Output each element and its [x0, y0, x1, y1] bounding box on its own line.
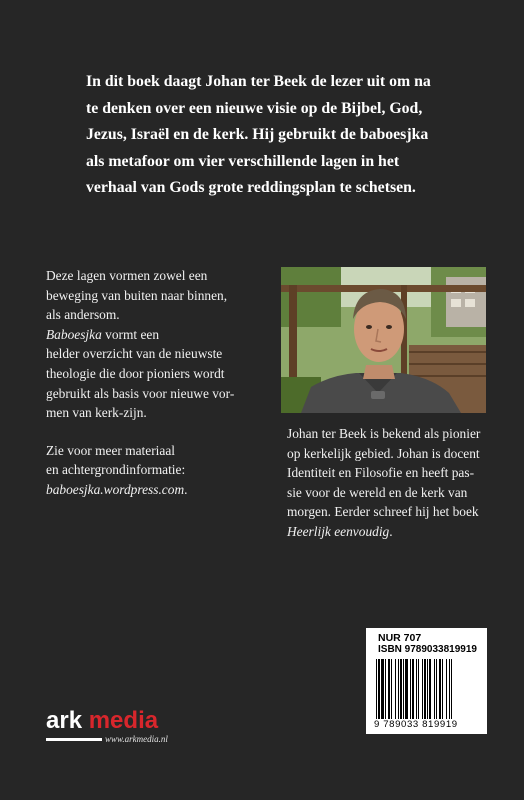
barcode-bar: [418, 659, 419, 719]
logo-media: media: [88, 707, 159, 734]
barcode-bar: [429, 659, 431, 719]
author-bio: [287, 424, 497, 542]
barcode-bar: [381, 659, 384, 719]
book-title-italic: Heerlijk eenvoudig: [287, 523, 390, 539]
text-line: op kerkelijk gebied. Johan is docent: [287, 445, 480, 461]
publisher-logo: [46, 707, 168, 744]
barcode-bar: [449, 659, 450, 719]
text-fragment: .: [389, 523, 393, 539]
barcode-bar: [446, 659, 447, 719]
barcode-bar: [385, 659, 386, 719]
intro-line: Jezus, Israël en de kerk. Hij gebruikt de baboesjka: [86, 126, 429, 143]
text-line: Deze lagen vormen zowel een: [46, 268, 208, 283]
description-column: [46, 266, 261, 500]
barcode-bar: [378, 659, 380, 719]
barcode-bar: [436, 659, 437, 719]
barcode-digits: 9 789033 819919: [374, 719, 458, 730]
intro-blurb: [86, 69, 456, 202]
intro-line: In dit boek daagt Johan ter Beek de lezer uit om na: [86, 73, 431, 90]
text-line: en achtergrondinformatie:: [46, 462, 186, 478]
barcode-bar: [442, 659, 443, 719]
text-line: helder overzicht van de nieuwste: [46, 346, 223, 362]
isbn-barcode-label: [366, 628, 487, 734]
text-line: [46, 480, 261, 500]
barcode-bar: [405, 659, 408, 719]
text-line: sie voor de wereld en de kerk van: [287, 484, 468, 500]
barcode-bar: [400, 659, 402, 719]
barcode-bar: [403, 659, 404, 719]
text-fragment: vormt een: [101, 326, 160, 342]
isbn-number: ISBN 9789033819919: [378, 644, 477, 655]
text-line: Identiteit en Filosofie en heeft pas-: [287, 465, 475, 481]
intro-line: als metafoor om vier verschillende lagen in het: [86, 152, 400, 170]
barcode-bar: [422, 659, 423, 719]
barcode-bar: [427, 659, 428, 719]
barcode-bar: [434, 659, 435, 719]
text-fragment: .: [184, 481, 188, 497]
barcode-bar: [388, 659, 390, 719]
barcode-bar: [410, 659, 411, 719]
text-line: morgen. Eerder schreef hij het boek: [287, 504, 479, 520]
book-title-italic: Baboesjka: [46, 326, 102, 342]
logo-underline: [46, 738, 102, 741]
text-line: men van kerk-zijn.: [46, 405, 147, 421]
barcode-bar: [395, 659, 396, 719]
author-photo: [281, 267, 486, 413]
publisher-wordmark: [46, 708, 158, 734]
barcode-bar: [451, 659, 452, 719]
text-line: theologie die door pioniers wordt: [46, 365, 225, 381]
text-line: Zie voor meer materiaal: [46, 442, 176, 458]
barcode-bar: [439, 659, 441, 719]
intro-line: te denken over een nieuwe visie op de Bijbel, God,: [86, 99, 423, 117]
logo-ark: ark: [46, 707, 83, 734]
description-paragraph: [46, 266, 261, 423]
website-link[interactable]: baboesjka.wordpress.com: [46, 481, 185, 497]
barcode-bar: [391, 659, 392, 719]
text-line: [46, 325, 261, 345]
barcode-icon: [376, 659, 477, 719]
barcode-bar: [416, 659, 417, 719]
barcode-bar: [424, 659, 426, 719]
text-line: Johan ter Beek is bekend als pionier: [287, 426, 481, 441]
more-info-paragraph: [46, 441, 261, 500]
text-line: beweging van buiten naar binnen,: [46, 287, 228, 303]
text-line: [287, 522, 497, 542]
nur-code: NUR 707: [378, 632, 422, 644]
intro-line: verhaal van Gods grote reddingsplan te schetsen.: [86, 179, 416, 196]
publisher-url[interactable]: www.arkmedia.nl: [105, 734, 168, 744]
barcode-bar: [398, 659, 399, 719]
barcode-bar: [376, 659, 377, 719]
text-line: als andersom.: [46, 307, 120, 323]
barcode-bar: [412, 659, 414, 719]
text-line: gebruikt als basis voor nieuwe vor-: [46, 385, 235, 401]
